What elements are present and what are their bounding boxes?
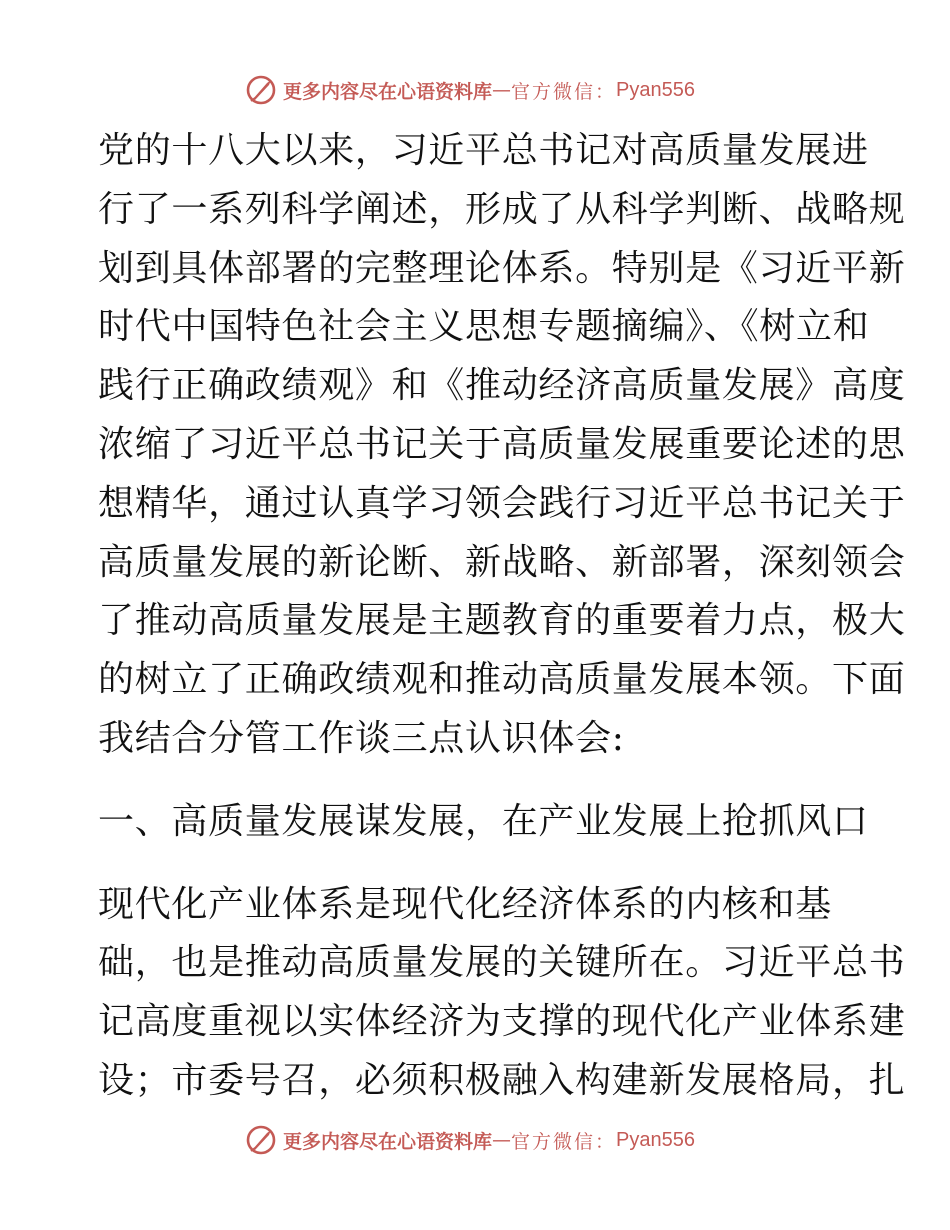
text-line: 设；市委号召，必须积极融入构建新发展格局，扎 bbox=[98, 1059, 906, 1101]
footer-separator: — bbox=[492, 1129, 512, 1151]
text-line: 想精华，通过认真学习领会践行习近平总书记关于 bbox=[98, 482, 906, 524]
text-line: 划到具体部署的完整理论体系。特别是《习近平新 bbox=[98, 247, 906, 289]
header-separator: — bbox=[492, 79, 512, 101]
text-line: 行了一系列科学阐述，形成了从科学判断、战略规 bbox=[98, 188, 906, 230]
text-line: 高质量发展的新论断、新战略、新部署，深刻领会 bbox=[98, 541, 906, 583]
text-line: 党的十八大以来，习近平总书记对高质量发展进 bbox=[98, 130, 869, 171]
footer-wechat-label: 官方微信： bbox=[511, 1130, 617, 1153]
footer-brand-text: 更多内容尽在心语资料库 bbox=[283, 1130, 493, 1153]
paragraph-industry bbox=[98, 876, 906, 1111]
document-body bbox=[98, 122, 906, 1111]
text-line: 浓缩了习近平总书记关于高质量发展重要论述的思 bbox=[98, 423, 906, 465]
header-banner bbox=[0, 70, 950, 110]
text-line: 记高度重视以实体经济为支撑的现代化产业体系建 bbox=[98, 1001, 906, 1043]
quill-seal-icon bbox=[245, 1124, 277, 1156]
header-wechat-label: 官方微信： bbox=[511, 80, 617, 103]
paragraph-spacer bbox=[98, 769, 858, 793]
paragraph-intro bbox=[98, 122, 906, 769]
text-line: 我结合分管工作谈三点认识体会: bbox=[98, 717, 625, 759]
footer-wechat-id: Pyan556 bbox=[616, 1128, 695, 1151]
paragraph-spacer bbox=[98, 852, 858, 876]
text-line: 践行正确政绩观》和《推动经济高质量发展》高度 bbox=[98, 365, 906, 407]
text-line: 了推动高质量发展是主题教育的重要着力点，极大 bbox=[98, 600, 906, 642]
header-wechat-id: Pyan556 bbox=[616, 78, 695, 101]
quill-seal-icon bbox=[245, 74, 277, 106]
text-line: 现代化产业体系是现代化经济体系的内核和基 bbox=[98, 883, 833, 925]
section-heading: 一、高质量发展谋发展，在产业发展上抢抓风口 bbox=[98, 800, 869, 842]
text-line: 础，也是推动高质量发展的关键所在。习近平总书 bbox=[98, 942, 906, 984]
text-line: 时代中国特色社会主义思想专题摘编》、《树立和 bbox=[98, 306, 870, 348]
text-line: 的树立了正确政绩观和推动高质量发展本领。下面 bbox=[98, 659, 906, 701]
header-brand-text: 更多内容尽在心语资料库 bbox=[283, 80, 493, 103]
footer-banner bbox=[0, 1120, 950, 1160]
